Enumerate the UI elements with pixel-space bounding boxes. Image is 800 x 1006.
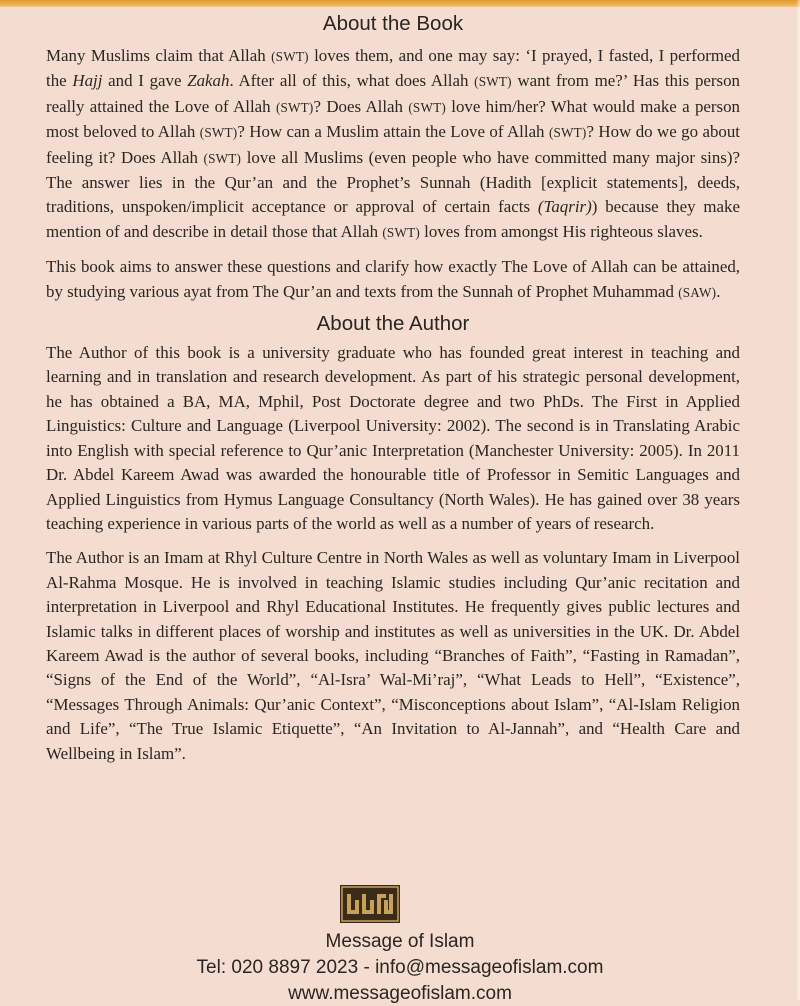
publisher-website: www.messageofislam.com [288, 983, 512, 1004]
text-run: The Author of this book is a university graduate who has founded great interest in teaching and learning and in translation and research development. As part of his strategic personal development, he has obtained a BA, MA, Mphil, Post Doctorate degree and two PhDs. The First in Applied Linguistics: Culture and Language (Liverpool University: 2002). The second is in Translating Arabic into English with special reference to Qur’anic Interpretation (Manchester University: 2005). In 2011 Dr. Abdel Kareem Awad was awarded the honourable title of Professor in Semitic Languages and Applied Linguistics from Hymus Language Consultancy (North Wales). He has gained over 38 years teaching experience in various parts of the world as well as a number of years of research. [46, 343, 740, 533]
about-book-paragraph-1 [46, 44, 740, 245]
text-run: This book aims to answer these questions and clarify how exactly The Love of Allah can be attained, by studying various ayat from The Qur’an and texts from the Sunnah of Prophet Muhammad [46, 257, 740, 301]
about-author-paragraph-2 [46, 546, 740, 766]
publisher-name: Message of Islam [325, 931, 475, 952]
honorific-abbreviation: (SWT) [199, 125, 238, 141]
honorific-abbreviation: (SWT) [275, 99, 314, 115]
text-run: ? Does Allah [313, 96, 409, 116]
about-author-paragraph-1 [46, 341, 740, 536]
honorific-abbreviation: (SWT) [271, 49, 309, 64]
back-cover-text [46, 8, 740, 766]
about-book-heading: About the Book [322, 12, 464, 35]
italic-term: Zakah [187, 71, 230, 91]
about-author-heading: About the Author [316, 312, 470, 336]
text-run: . [716, 281, 721, 301]
page-edge [796, 0, 800, 1000]
honorific-abbreviation: (SWT) [203, 150, 242, 166]
text-run: loves them, and one may say: ‘I prayed, I fasted, I performed the [46, 46, 740, 91]
text-run: and I gave [102, 71, 188, 91]
text-run: ? How can a Muslim attain the Love of Allah [237, 122, 549, 142]
text-run: loves from amongst His righteous slaves. [419, 221, 703, 241]
honorific-abbreviation: (SAW) [678, 284, 717, 300]
text-run: love all Muslims (even people who have committed many major sins)? The answer lies in the Qur’an and the Prophet’s Sunnah (Hadith [explicit statements], deeds, traditions, unspoken/implicit acceptance or approval of certain facts [46, 147, 740, 217]
text-run: ) because they make mention of and describe in detail those that Allah [46, 197, 740, 241]
text-run: ? How do we go about feeling it? Does Allah [46, 122, 740, 167]
honorific-abbreviation: (SWT) [548, 125, 587, 141]
italic-term: (Taqrir) [537, 197, 592, 217]
text-run: The Author is an Imam at Rhyl Culture Centre in North Wales as well as voluntary Imam in Liverpool Al-Rahma Mosque. He is involved in teaching Islamic studies including Qur’anic recitation and interpretation in Liverpool and Rhyl Educational Institutes. He frequently gives public lectures and Islamic talks in different places of worship and institutes as well as universities in the UK. Dr. Abdel Kareem Awad is the author of several books, including “Branches of Faith”, “Fasting in Ramadan”, “Signs of the End of the World”, “Al-Isra’ Wal-Mi’raj”, “What Leads to Hell”, “Existence”, “Messages Through Animals: Qur’anic Context”, “Misconceptions about Islam”, “Al-Islam Religion and Life”, “The True Islamic Etiquette”, “An Invitation to Al-Jannah”, and “Health Care and Wellbeing in Islam”. [46, 548, 740, 763]
text-run: . After all of this, what does Allah [229, 71, 475, 91]
italic-term: Hajj [72, 71, 103, 91]
message-of-islam-logo-icon [340, 885, 400, 923]
text-run: love him/her? What would make a person most beloved to Allah [46, 96, 740, 142]
publisher-contact: Tel: 020 8897 2023 - info@messageofislam.com [196, 957, 604, 978]
text-run: Many Muslims claim that Allah [46, 46, 272, 65]
text-run: want from me?’ Has this person really attained the Love of Allah [46, 71, 740, 116]
honorific-abbreviation: (SWT) [382, 224, 420, 240]
honorific-abbreviation: (SWT) [408, 99, 446, 115]
about-book-paragraph-2 [46, 255, 740, 305]
honorific-abbreviation: (SWT) [474, 74, 512, 90]
top-color-band [0, 0, 800, 7]
